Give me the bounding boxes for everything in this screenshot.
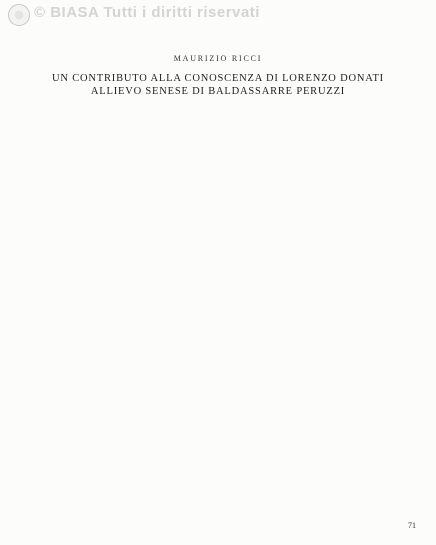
title-line-1: UN CONTRIBUTO ALLA CONOSCENZA DI LORENZO DONATI bbox=[52, 73, 384, 84]
title-line-2: ALLIEVO SENESE DI BALDASSARRE PERUZZI bbox=[90, 86, 346, 97]
watermark-text: © BIASA Tutti i diritti riservati bbox=[34, 4, 260, 21]
right-text-column bbox=[226, 132, 399, 528]
library-seal-icon bbox=[8, 4, 30, 26]
article-title bbox=[30, 72, 406, 98]
article-author: MAURIZIO RICCI bbox=[173, 54, 263, 63]
watermark-banner bbox=[0, 0, 436, 26]
left-text-column bbox=[45, 132, 218, 528]
page-number: 71 bbox=[408, 521, 416, 530]
